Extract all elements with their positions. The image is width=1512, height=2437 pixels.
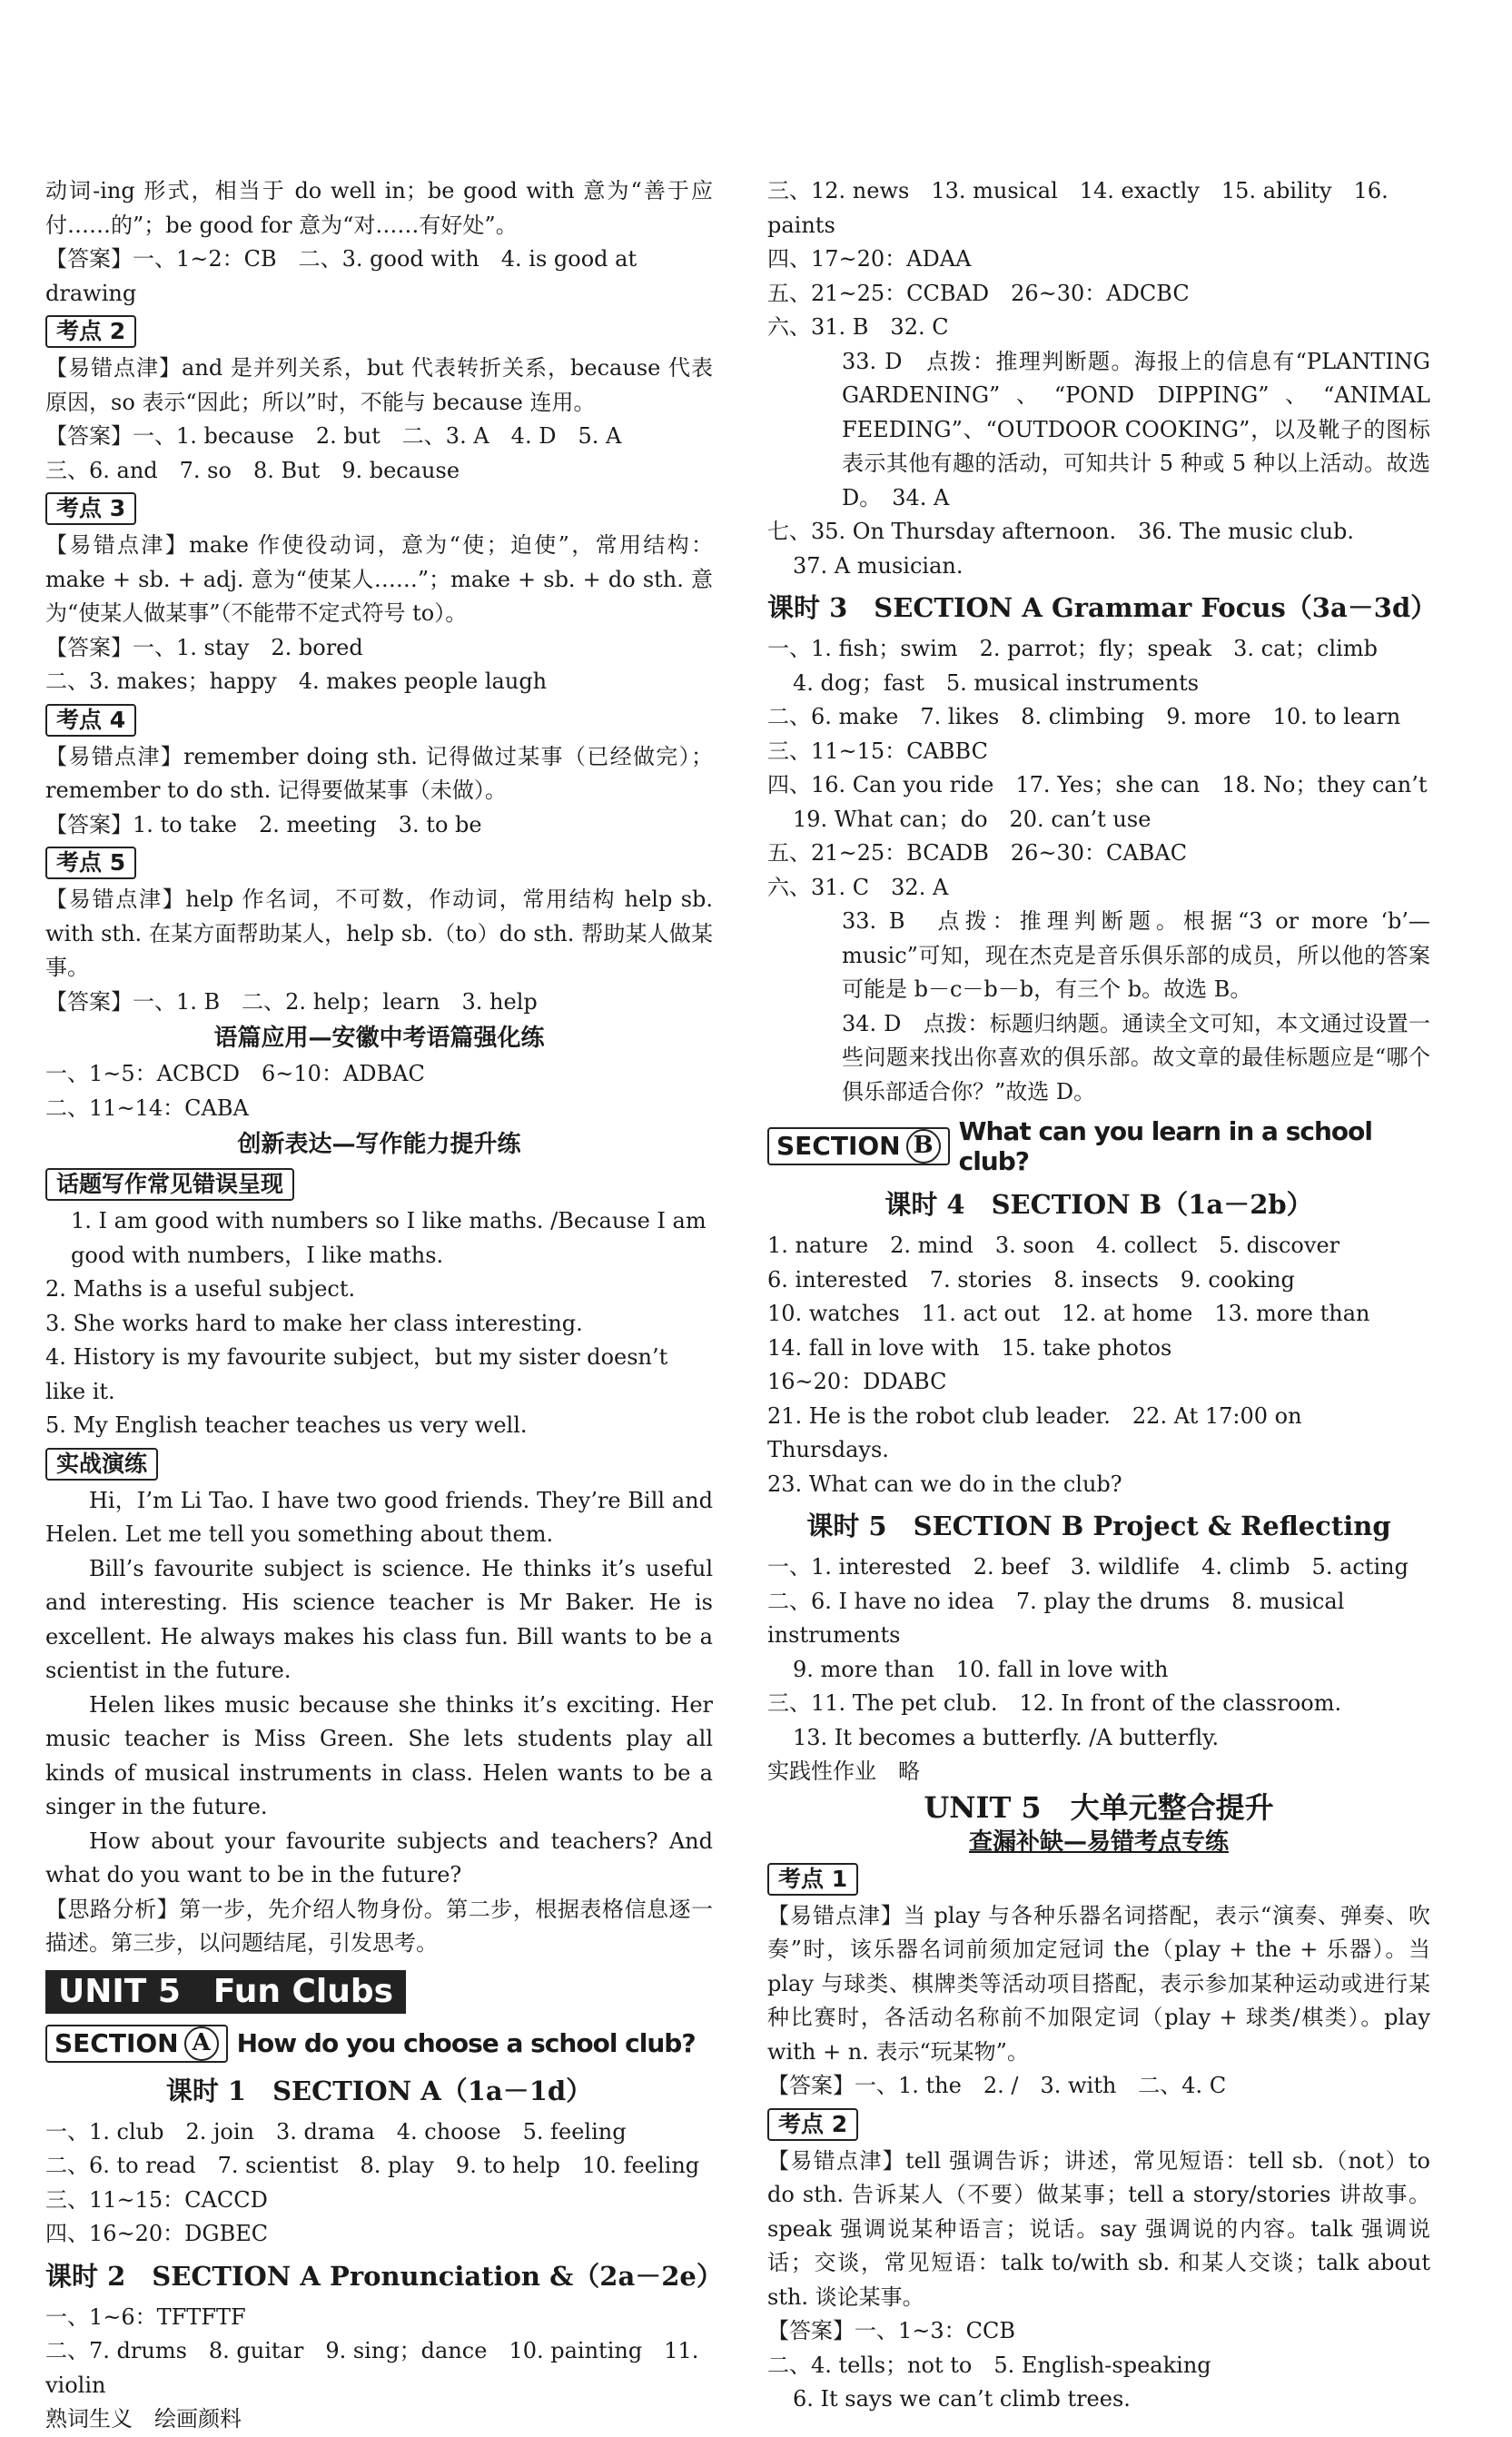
answer-line: 六、31. C 32. A <box>767 874 949 900</box>
answer-line: 四、16. Can you ride 17. Yes；she can 18. No；they can’t <box>767 772 1428 797</box>
answer-line: 4. dog；fast 5. musical instruments <box>793 669 1200 696</box>
answer-line: 21. He is the robot club leader. 22. At 17:00 on Thursdays. <box>767 1402 1302 1462</box>
answer-line: 23. What can we do in the club? <box>767 1471 1122 1497</box>
answer-line: 5. My English teacher teaches us very well. <box>45 1412 528 1438</box>
answer-line: 二、3. makes；happy 4. makes people laugh <box>45 669 548 694</box>
answer-line: 【易错点津】当 play 与各种乐器名词搭配，表示“演奏、弹奏、吹奏”时，该乐器名词前须加定冠词 the（play + the + 乐器）。当 play 与球类、棋牌类等活动项目搭配，表示参加某种运动或进行某种比赛时，各活动名称前不加限定词（play + 球类/棋类）。play with + n. 表示“玩某物”。 <box>767 1902 1430 2065</box>
topic-label: 考点 2 <box>767 2108 858 2141</box>
answer-line: 二、6. to read 7. scientist 8. play 9. to help 10. feeling <box>45 2153 700 2178</box>
answer-line: 10. watches 11. act out 12. at home 13. more than <box>767 1301 1370 1326</box>
answer-line: 二、4. tells；not to 5. English-speaking <box>767 2352 1211 2378</box>
answer-line: 一、1. fish；swim 2. parrot；fly；speak 3. cat；climb <box>767 636 1378 661</box>
section-label: SECTION A <box>45 2025 228 2063</box>
lesson-heading: 课时 4 SECTION B（1a－2b） <box>884 1189 1313 1220</box>
topic-label-row <box>45 1164 713 1204</box>
answer-line: 一、1~5：ACBCD 6~10：ADBAC <box>45 1061 425 1086</box>
section-title: How do you choose a school club? <box>236 2028 696 2058</box>
section-letter: A <box>184 2026 219 2061</box>
answer-line: 动词-ing 形式，相当于 do well in；be good with 意为“善于应付……的”；be good for 意为“对……有好处”。 <box>45 178 713 238</box>
answer-line: 37. A musician. <box>793 552 964 579</box>
topic-label: 实战演练 <box>45 1448 158 1481</box>
answer-line: 五、21~25：CCBAD 26~30：ADCBC <box>767 280 1190 306</box>
answer-line: 【答案】一、1. the 2. / 3. with 二、4. C <box>767 2073 1227 2098</box>
lesson-heading: 课时 5 SECTION B Project & Reflecting <box>806 1511 1391 1541</box>
answer-line: 三、11~15：CACCD <box>45 2186 268 2213</box>
section-banner <box>45 2025 713 2063</box>
answer-line: 3. She works hard to make her class interesting. <box>45 1310 583 1336</box>
topic-label-row <box>45 699 713 740</box>
topic-label: 考点 4 <box>45 704 136 737</box>
answer-line: 6. interested 7. stories 8. insects 9. cooking <box>767 1266 1295 1293</box>
answer-line: 【答案】一、1~2：CB 二、3. good with 4. is good at drawing <box>45 246 637 306</box>
lesson-heading: 课时 1 SECTION A（1a－1d） <box>165 2075 593 2106</box>
answer-line: 9. more than 10. fall in love with <box>793 1656 1169 1682</box>
answer-line: 一、1~6：TFTFTF <box>45 2303 246 2330</box>
answer-line: Bill’s favourite subject is science. He thinks it’s useful and interesting. His science teacher is Mr Baker. He is excellent. He always makes his class fun. Bill wants to be a scientist in the future. <box>45 1555 713 1683</box>
answer-line: 四、17~20：ADAA <box>767 246 972 272</box>
answer-line: 三、11~15：CABBC <box>767 738 988 764</box>
answer-line: 五、21~25：BCADB 26~30：CABAC <box>767 840 1188 866</box>
answer-line: 16~20：DDABC <box>767 1369 947 1394</box>
answer-line: 七、35. On Thursday afternoon. 36. The music club. <box>767 519 1355 544</box>
answer-line: 熟词生义 绘画颜料 <box>45 2406 242 2432</box>
answer-line: Hi，I’m Li Tao. I have two good friends. They’re Bill and Helen. Let me tell you something about them. <box>45 1487 713 1547</box>
answer-line: How about your favourite subjects and teachers? And what do you want to be in the future? <box>45 1828 713 1887</box>
topic-label: 考点 2 <box>45 315 136 348</box>
section-banner <box>767 1116 1430 1176</box>
answer-line: 六、31. B 32. C <box>767 314 949 340</box>
section-title: What can you learn in a school club? <box>958 1116 1372 1176</box>
answer-line: 【答案】一、1~3：CCB <box>767 2318 1016 2343</box>
answer-line: 19. What can；do 20. can’t use <box>793 806 1151 832</box>
answer-line: 实践性作业 略 <box>767 1758 920 1784</box>
answer-line: 【易错点津】remember doing sth. 记得做过某事（已经做完）；remember to do sth. 记得要做某事（未做）。 <box>45 743 713 803</box>
topic-label-row <box>45 488 713 529</box>
answer-line: 一、1. club 2. join 3. drama 4. choose 5. feeling <box>45 2118 627 2145</box>
topic-label-row <box>45 1443 713 1484</box>
topic-label: 话题写作常见错误呈现 <box>45 1168 294 1201</box>
answer-line: 【易错点津】make 作使役动词，意为“使；迫使”，常用结构：make + sb. + adj. 意为“使某人……”；make + sb. + do sth. 意为“使某人做某事”（不能带不定式符号 to）。 <box>45 532 713 626</box>
answer-line: 14. fall in love with 15. take photos <box>767 1334 1172 1361</box>
answer-line: 【思路分析】第一步，先介绍人物身份。第二步，根据表格信息逐一描述。第三步，以问题结尾，引发思考。 <box>45 1896 713 1956</box>
answer-line: 四、16~20：DGBEC <box>45 2221 269 2246</box>
answer-line: 三、12. news 13. musical 14. exactly 15. ability 16. paints <box>767 178 1388 238</box>
answer-line: 二、11~14：CABA <box>45 1095 249 1121</box>
answer-line: 2. Maths is a useful subject. <box>45 1276 356 1302</box>
unit-subtitle: 查漏补缺—易错考点专练 <box>968 1828 1229 1856</box>
answer-line: 1. nature 2. mind 3. soon 4. collect 5. discover <box>767 1233 1340 1258</box>
section-heading: 语篇应用—安徽中考语篇强化练 <box>213 1025 545 1052</box>
answer-line: 一、1. interested 2. beef 3. wildlife 4. climb 5. acting <box>767 1554 1408 1580</box>
answer-line: 【易错点津】and 是并列关系，but 代表转折关系，because 代表原因，so 表示“因此；所以”时，不能与 because 连用。 <box>45 355 713 415</box>
topic-label-row <box>767 2104 1430 2145</box>
section-label: SECTION B <box>767 1127 950 1165</box>
unit-banner-row <box>45 1961 713 2017</box>
unit-banner: UNIT 5 Fun Clubs <box>45 1970 406 2014</box>
topic-label-row <box>45 842 713 883</box>
topic-label: 考点 5 <box>45 847 136 879</box>
answer-line: 33. D 点拨：推理判断题。海报上的信息有“PLANTING GARDENING”、“POND DIPPING”、“ANIMAL FEEDING”、“OUTDOOR COOKING”，以及靴子的图标表示其他有趣的活动，可知共计 5 种或 5 种以上活动。故选 D。 34. A <box>842 348 1430 510</box>
topic-label: 考点 3 <box>45 492 136 525</box>
answer-line: 6. It says we can’t climb trees. <box>793 2386 1131 2412</box>
topic-label: 考点 1 <box>767 1863 858 1896</box>
answer-line: 【答案】1. to take 2. meeting 3. to be <box>45 811 482 837</box>
answer-line: 二、6. I have no idea 7. play the drums 8. musical instruments <box>767 1588 1345 1648</box>
unit-title: UNIT 5 大单元整合提升 <box>924 1789 1274 1825</box>
topic-label-row <box>45 311 713 352</box>
answer-line: 【易错点津】tell 强调告诉；讲述，常见短语：tell sb.（not）to do sth. 告诉某人（不要）做某事；tell a story/stories 讲故事。speak 强调说某种语言；说话。say 强调说的内容。talk 强调说话；交谈，常见短语：talk to/with sb. 和某人交谈；talk about sth. 谈论某事。 <box>767 2147 1430 2310</box>
answer-line: 33. B 点拨：推理判断题。根据“3 or more ‘b’—music”可知，现在杰克是音乐俱乐部的成员，所以他的答案可能是 b－c－b－b，有三个 b。故选 B。 <box>842 908 1430 1002</box>
answer-line: 【易错点津】help 作名词，不可数，作动词，常用结构 help sb. with sth. 在某方面帮助某人，help sb.（to）do sth. 帮助某人做某事。 <box>45 887 713 980</box>
right-column <box>767 174 1438 2417</box>
answer-line: 1. I am good with numbers so I like maths. /Because I am good with numbers，I like maths. <box>71 1208 707 1268</box>
answer-line: 4. History is my favourite subject，but my sister doesn’t like it. <box>45 1344 668 1404</box>
lesson-heading: 课时 3 SECTION A Grammar Focus（3a－3d） <box>767 592 1438 623</box>
answer-line: 【答案】一、1. B 二、2. help；learn 3. help <box>45 988 538 1015</box>
topic-label-row <box>767 1858 1430 1899</box>
answer-line: 【答案】一、1. stay 2. bored <box>45 634 363 660</box>
answer-line: Helen likes music because she thinks it’s exciting. Her music teacher is Miss Green. She lets students play all kinds of musical instruments in class. Helen wants to be a singer in the future. <box>45 1691 713 1819</box>
answer-line: 【答案】一、1. because 2. but 二、3. A 4. D 5. A <box>45 423 622 449</box>
answer-line: 34. D 点拨：标题归纳题。通读全文可知，本文通过设置一些问题来找出你喜欢的俱乐部。故文章的最佳标题应是“哪个俱乐部适合你？”故选 D。 <box>842 1010 1430 1105</box>
left-column <box>45 174 723 2437</box>
lesson-heading: 课时 2 SECTION A Pronunciation &（2a－2e） <box>45 2260 723 2292</box>
answer-line: 三、6. and 7. so 8. But 9. because <box>45 457 460 483</box>
answer-line: 二、7. drums 8. guitar 9. sing；dance 10. painting 11. violin <box>45 2338 699 2398</box>
answer-line: 13. It becomes a butterfly. /A butterfly. <box>793 1724 1220 1750</box>
answer-line: 二、6. make 7. likes 8. climbing 9. more 10. to learn <box>767 704 1401 729</box>
section-letter: B <box>906 1129 941 1164</box>
answer-line: 三、11. The pet club. 12. In front of the classroom. <box>767 1690 1342 1716</box>
section-heading: 创新表达—写作能力提升练 <box>237 1131 521 1158</box>
